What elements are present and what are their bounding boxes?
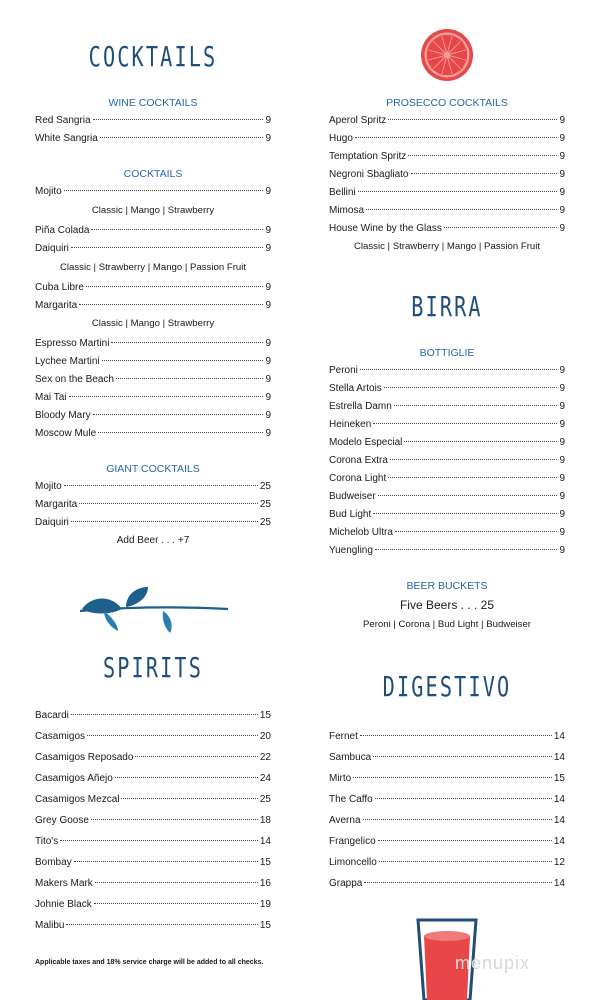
item-name: Espresso Martini <box>35 338 110 349</box>
menu-item <box>35 517 271 531</box>
item-price: 22 <box>259 752 271 763</box>
margarita-options: Classic | Mango | Strawberry <box>91 318 215 329</box>
item-name: Mai Tai <box>35 392 67 403</box>
item-price: 9 <box>265 356 271 367</box>
bottiglie-header: BOTTIGLIE <box>419 347 475 359</box>
item-price: 25 <box>259 794 271 805</box>
item-price: 14 <box>553 752 565 763</box>
item-price: 25 <box>259 481 271 492</box>
item-name: Budweiser <box>329 491 376 502</box>
menu-item <box>329 151 565 165</box>
item-price: 16 <box>259 878 271 889</box>
item-name: Stella Artois <box>329 383 382 394</box>
daiquiri-options: Classic | Strawberry | Mango | Passion Fruit <box>59 262 247 273</box>
item-price: 9 <box>559 527 565 538</box>
item-name: Sambuca <box>329 752 372 763</box>
menu-item <box>329 752 565 766</box>
item-name: Frangelico <box>329 836 376 847</box>
item-name: Mojito <box>35 186 62 197</box>
item-price: 14 <box>259 836 271 847</box>
menu-item <box>329 437 565 451</box>
beer-buckets-header: BEER BUCKETS <box>406 580 488 592</box>
item-name: Daiquiri <box>35 243 69 254</box>
menu-item <box>35 392 271 406</box>
menu-item <box>35 115 271 129</box>
beer-buckets-options: Peroni | Corona | Bud Light | Budweiser <box>363 619 531 630</box>
menu-item <box>35 338 271 352</box>
item-name: Malibu <box>35 920 65 931</box>
item-name: Mirto <box>329 773 352 784</box>
menu-item <box>35 920 271 934</box>
menu-item <box>35 752 271 766</box>
item-price: 14 <box>553 878 565 889</box>
item-name: Peroni <box>329 365 358 376</box>
menu-item <box>329 878 565 892</box>
item-price: 9 <box>265 392 271 403</box>
item-price: 9 <box>265 133 271 144</box>
item-price: 9 <box>559 365 565 376</box>
menu-item <box>329 223 565 237</box>
item-name: Daiquiri <box>35 517 69 528</box>
menu-item <box>329 773 565 787</box>
item-price: 9 <box>559 115 565 126</box>
menu-item <box>329 115 565 129</box>
item-price: 9 <box>265 428 271 439</box>
menu-item <box>329 836 565 850</box>
item-name: Piña Colada <box>35 225 90 236</box>
menu-item <box>35 428 271 442</box>
item-price: 9 <box>559 509 565 520</box>
menu-item <box>35 499 271 513</box>
item-name: Aperol Spritz <box>329 115 387 126</box>
item-price: 9 <box>559 223 565 234</box>
item-name: Lychee Martini <box>35 356 100 367</box>
item-name: Bellini <box>329 187 356 198</box>
item-name: Margarita <box>35 300 78 311</box>
item-name: Negroni Sbagliato <box>329 169 409 180</box>
item-price: 9 <box>559 133 565 144</box>
menu-item <box>35 282 271 296</box>
item-name: Casamigos Mezcal <box>35 794 120 805</box>
menu-item <box>35 710 271 724</box>
item-name: Mojito <box>35 481 62 492</box>
item-price: 14 <box>553 794 565 805</box>
beer-buckets-line: Five Beers . . . 25 <box>399 598 495 612</box>
menu-item <box>35 899 271 913</box>
item-name: Fernet <box>329 731 358 742</box>
menu-item <box>329 545 565 559</box>
spirits-title: SPIRITS <box>102 651 204 684</box>
menu-item <box>35 356 271 370</box>
item-price: 9 <box>559 419 565 430</box>
prosecco-cocktails-header: PROSECCO COCKTAILS <box>386 97 508 109</box>
birra-title: BIRRA <box>411 290 483 323</box>
item-name: Sex on the Beach <box>35 374 114 385</box>
menu-item <box>35 133 271 147</box>
mojito-options: Classic | Mango | Strawberry <box>91 205 215 216</box>
item-price: 9 <box>559 437 565 448</box>
item-name: The Caffo <box>329 794 373 805</box>
menu-item <box>35 878 271 892</box>
item-name: Averna <box>329 815 361 826</box>
item-name: Grappa <box>329 878 363 889</box>
item-name: Tito's <box>35 836 59 847</box>
menu-item <box>35 481 271 495</box>
menu-item <box>35 836 271 850</box>
item-price: 15 <box>553 773 565 784</box>
menu-item <box>329 509 565 523</box>
menu-item <box>329 401 565 415</box>
item-name: Bacardi <box>35 710 69 721</box>
item-price: 9 <box>559 187 565 198</box>
item-name: Bloody Mary <box>35 410 91 421</box>
item-price: 9 <box>265 115 271 126</box>
item-name: Casamigos Añejo <box>35 773 113 784</box>
item-name: Corona Extra <box>329 455 388 466</box>
item-price: 9 <box>265 410 271 421</box>
item-name: Estrella Damn <box>329 401 392 412</box>
item-name: Temptation Spritz <box>329 151 407 162</box>
item-name: Michelob Ultra <box>329 527 393 538</box>
menu-item <box>35 773 271 787</box>
menu-item <box>329 133 565 147</box>
item-price: 19 <box>259 899 271 910</box>
item-price: 9 <box>265 225 271 236</box>
item-price: 9 <box>559 205 565 216</box>
item-price: 15 <box>259 920 271 931</box>
item-name: Casamigos <box>35 731 86 742</box>
item-price: 24 <box>259 773 271 784</box>
menu-item <box>329 187 565 201</box>
add-beer-note: Add Beer . . . +7 <box>116 535 190 546</box>
item-price: 25 <box>259 499 271 510</box>
prosecco-options: Classic | Strawberry | Mango | Passion Fruit <box>353 241 541 252</box>
item-price: 9 <box>265 300 271 311</box>
menu-item <box>329 491 565 505</box>
item-name: Limoncello <box>329 857 377 868</box>
menu-item <box>35 186 271 200</box>
item-name: Margarita <box>35 499 78 510</box>
menu-item <box>329 815 565 829</box>
service-charge-note: Applicable taxes and 18% service charge will be added to all checks. <box>35 959 264 966</box>
item-price: 14 <box>553 836 565 847</box>
item-name: Red Sangria <box>35 115 91 126</box>
item-name: Makers Mark <box>35 878 93 889</box>
item-name: Modelo Especial <box>329 437 403 448</box>
item-price: 9 <box>265 243 271 254</box>
item-name: Hugo <box>329 133 353 144</box>
item-price: 9 <box>559 401 565 412</box>
item-price: 15 <box>259 857 271 868</box>
leaf-branch-icon <box>78 585 238 635</box>
item-name: Yuengling <box>329 545 373 556</box>
item-name: Bombay <box>35 857 72 868</box>
watermark: menupix <box>455 953 531 973</box>
item-name: Heineken <box>329 419 372 430</box>
wine-cocktails-header: WINE COCKTAILS <box>108 97 198 109</box>
item-price: 15 <box>259 710 271 721</box>
menu-item <box>35 815 271 829</box>
menu-item <box>35 731 271 745</box>
menu-item <box>329 419 565 433</box>
menu-item <box>329 169 565 183</box>
menu-item <box>329 794 565 808</box>
item-price: 9 <box>559 491 565 502</box>
item-price: 9 <box>265 282 271 293</box>
menu-item <box>329 383 565 397</box>
menu-item <box>329 365 565 379</box>
menu-item <box>329 455 565 469</box>
menu-item <box>35 857 271 871</box>
menu-item <box>329 857 565 871</box>
cocktails-header: COCKTAILS <box>123 168 183 180</box>
menu-item <box>329 473 565 487</box>
item-name: Mimosa <box>329 205 365 216</box>
item-price: 9 <box>559 169 565 180</box>
menu-item <box>329 205 565 219</box>
digestivo-title: DIGESTIVO <box>382 670 512 703</box>
item-price: 9 <box>265 186 271 197</box>
menu-item <box>329 527 565 541</box>
item-price: 18 <box>259 815 271 826</box>
item-name: White Sangria <box>35 133 98 144</box>
menu-item <box>329 731 565 745</box>
item-price: 9 <box>559 455 565 466</box>
item-price: 9 <box>559 151 565 162</box>
item-name: Moscow Mule <box>35 428 97 439</box>
menu-item <box>35 300 271 314</box>
item-price: 14 <box>553 815 565 826</box>
item-name: Corona Light <box>329 473 387 484</box>
menu-item <box>35 410 271 424</box>
item-name: Cuba Libre <box>35 282 84 293</box>
item-price: 9 <box>559 545 565 556</box>
giant-cocktails-header: GIANT COCKTAILS <box>106 463 200 475</box>
menu-item <box>35 243 271 257</box>
item-price: 9 <box>265 374 271 385</box>
grapefruit-icon <box>420 28 474 82</box>
cocktails-title: COCKTAILS <box>88 40 218 73</box>
item-price: 25 <box>259 517 271 528</box>
item-price: 20 <box>259 731 271 742</box>
item-price: 14 <box>553 731 565 742</box>
item-price: 9 <box>559 383 565 394</box>
item-price: 12 <box>553 857 565 868</box>
item-name: Casamigos Reposado <box>35 752 134 763</box>
menu-item <box>35 374 271 388</box>
item-name: Johnie Black <box>35 899 92 910</box>
item-name: Bud Light <box>329 509 372 520</box>
item-name: House Wine by the Glass <box>329 223 442 234</box>
item-price: 9 <box>265 338 271 349</box>
item-name: Grey Goose <box>35 815 89 826</box>
item-price: 9 <box>559 473 565 484</box>
menu-item <box>35 794 271 808</box>
menu-item <box>35 225 271 239</box>
